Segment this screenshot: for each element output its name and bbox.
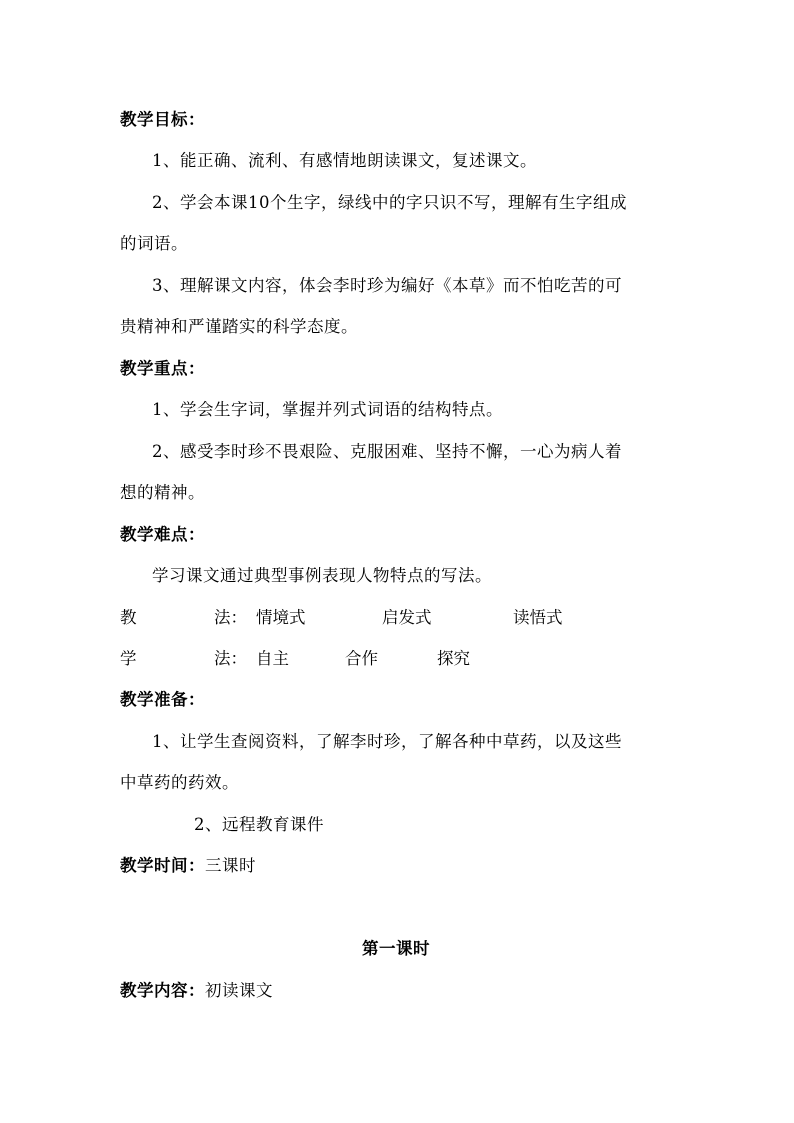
preparation-item-1-line-2: 中草药的药效。 — [120, 773, 239, 792]
learning-method-label-char-1: 学 — [120, 649, 137, 668]
difficulties-heading: 教学难点： — [120, 525, 205, 544]
teaching-method-label-char-1: 教 — [120, 608, 137, 627]
lesson-1-content-value: 初读课文 — [205, 981, 273, 1000]
lesson-1-content-row — [120, 981, 273, 1001]
key-points-item-2-line-1: 2、感受李时珍不畏艰险、克服困难、坚持不懈，一心为病人着 — [152, 442, 622, 461]
teaching-method-1: 情境式 — [256, 608, 306, 627]
preparation-heading: 教学准备： — [120, 690, 205, 709]
key-points-heading: 教学重点： — [120, 359, 205, 378]
lesson-1-title: 第一课时 — [362, 939, 430, 958]
goals-item-2-line-2: 的词语。 — [120, 234, 188, 253]
goals-heading: 教学目标： — [120, 110, 205, 129]
learning-method-1: 自主 — [256, 649, 289, 668]
time-heading: 教学时间： — [120, 856, 205, 875]
preparation-item-1-line-1: 1、让学生查阅资料，了解李时珍，了解各种中草药，以及这些 — [152, 732, 622, 751]
teaching-method-3: 读悟式 — [513, 608, 563, 627]
learning-method-label-char-2: 法： — [214, 649, 247, 668]
time-value: 三课时 — [205, 856, 256, 875]
learning-method-3: 探究 — [437, 649, 470, 668]
lesson-1-content-heading: 教学内容： — [120, 981, 205, 1000]
key-points-item-1: 1、学会生字词，掌握并列式词语的结构特点。 — [152, 400, 503, 419]
goals-item-3-line-1: 3、理解课文内容，体会李时珍为编好《本草》而不怕吃苦的可 — [152, 276, 622, 295]
goals-item-2-line-1: 2、学会本课10个生字，绿线中的字只识不写，理解有生字组成 — [152, 193, 627, 212]
difficulties-item-1: 学习课文通过典型事例表现人物特点的写法。 — [152, 566, 492, 585]
teaching-method-2: 启发式 — [382, 608, 432, 627]
time-row — [120, 856, 256, 876]
goals-item-3-line-2: 贵精神和严谨踏实的科学态度。 — [120, 317, 358, 336]
preparation-item-2: 2、远程教育课件 — [194, 815, 324, 834]
key-points-item-2-line-2: 想的精神。 — [120, 483, 205, 502]
goals-item-1: 1、能正确、流利、有感情地朗读课文，复述课文。 — [152, 151, 537, 170]
learning-method-2: 合作 — [345, 649, 378, 668]
teaching-method-label-char-2: 法： — [214, 608, 247, 627]
